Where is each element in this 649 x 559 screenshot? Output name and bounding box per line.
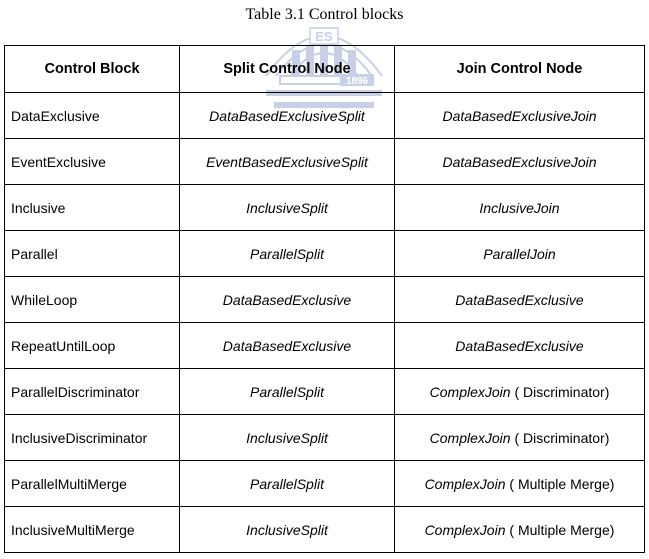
split-node-cell: EventBasedExclusiveSplit [180, 139, 395, 185]
control-block-cell: Inclusive [5, 185, 180, 231]
join-node-cell [395, 231, 645, 277]
join-node-note: ( Discriminator) [510, 429, 610, 446]
table-row [5, 231, 645, 277]
join-node-name: InclusiveJoin [479, 199, 560, 216]
header-control-block: Control Block [5, 46, 180, 93]
join-node-cell [395, 93, 645, 139]
join-node-cell [395, 277, 645, 323]
table-row [5, 185, 645, 231]
split-node-cell: InclusiveSplit [180, 507, 395, 553]
header-split-control-node: Split Control Node [180, 46, 395, 93]
split-node-cell: DataBasedExclusive [180, 277, 395, 323]
control-block-cell: DataExclusive [5, 93, 180, 139]
join-node-name: DataBasedExclusive [455, 337, 584, 354]
header-join-control-node: Join Control Node [395, 46, 645, 93]
control-block-cell: EventExclusive [5, 139, 180, 185]
table-caption: Table 3.1 Control blocks [245, 6, 404, 23]
seal-text: ES [315, 29, 333, 44]
seal-year: 1896 [345, 76, 369, 87]
join-node-note: ( Discriminator) [510, 383, 610, 400]
table-row [5, 415, 645, 461]
join-node-name: ComplexJoin [424, 475, 506, 492]
split-node-cell: InclusiveSplit [180, 185, 395, 231]
join-node-cell [395, 369, 645, 415]
header-row [5, 46, 645, 93]
control-block-cell: ParallelDiscriminator [5, 369, 180, 415]
control-block-cell: Parallel [5, 231, 180, 277]
split-node-cell: ParallelSplit [180, 231, 395, 277]
join-node-cell [395, 139, 645, 185]
table-row [5, 507, 645, 553]
split-node-cell: ParallelSplit [180, 461, 395, 507]
control-blocks-table [4, 45, 645, 553]
join-node-cell [395, 415, 645, 461]
control-block-cell: ParallelMultiMerge [5, 461, 180, 507]
table-row [5, 323, 645, 369]
table-row [5, 277, 645, 323]
join-node-name: ComplexJoin [429, 383, 511, 400]
join-node-cell [395, 461, 645, 507]
join-node-name: DataBasedExclusiveJoin [442, 153, 597, 170]
table-row [5, 369, 645, 415]
control-block-cell: WhileLoop [5, 277, 180, 323]
join-node-cell [395, 323, 645, 369]
control-block-cell: InclusiveMultiMerge [5, 507, 180, 553]
join-node-name: DataBasedExclusive [455, 291, 584, 308]
join-node-name: ComplexJoin [424, 521, 506, 538]
split-node-cell: ParallelSplit [180, 369, 395, 415]
split-node-cell: InclusiveSplit [180, 415, 395, 461]
join-node-note: ( Multiple Merge) [505, 521, 615, 538]
join-node-name: ComplexJoin [429, 429, 511, 446]
join-node-cell [395, 507, 645, 553]
split-node-cell: DataBasedExclusiveSplit [180, 93, 395, 139]
join-node-cell [395, 185, 645, 231]
split-node-cell: DataBasedExclusive [180, 323, 395, 369]
join-node-note: ( Multiple Merge) [505, 475, 615, 492]
table-row [5, 461, 645, 507]
control-block-cell: InclusiveDiscriminator [5, 415, 180, 461]
table-row [5, 139, 645, 185]
table-row [5, 93, 645, 139]
join-node-name: ParallelJoin [483, 245, 556, 262]
join-node-name: DataBasedExclusiveJoin [442, 107, 597, 124]
control-block-cell: RepeatUntilLoop [5, 323, 180, 369]
